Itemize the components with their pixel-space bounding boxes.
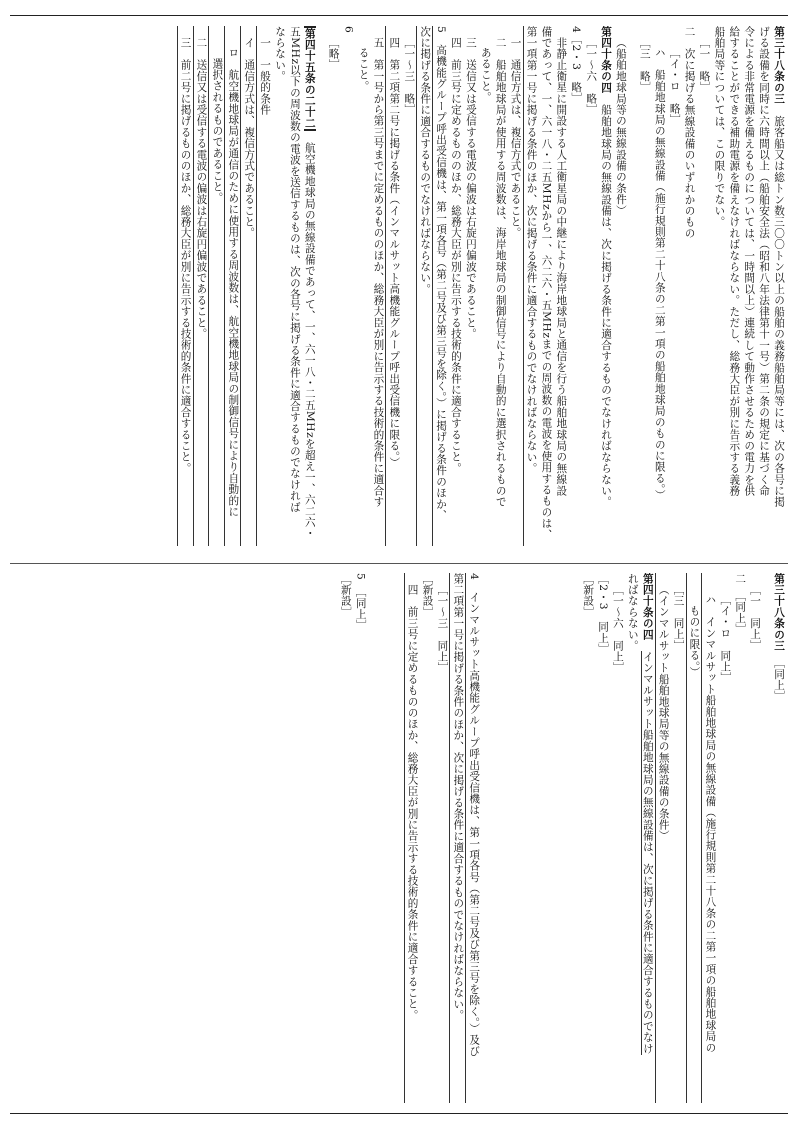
item-2-ha: ハ 船舶地球局の無線設備（施行規則第二十八条の二第一項の船舶地球局のものに限る。） bbox=[653, 47, 666, 502]
new-provision: ［新設］ bbox=[339, 573, 352, 618]
article-38-3-heading: 第三十八条の三 bbox=[773, 573, 785, 652]
paragraph-2-3: ［2・3 略］ bbox=[570, 33, 583, 105]
article-38-3-line: 船舶局等については、この限りでない。 bbox=[713, 26, 726, 228]
section-divider bbox=[10, 563, 788, 564]
item-2: 二 ［同上］ bbox=[734, 573, 747, 635]
paragraph-4-item-4: 四 前三号に定めるもののほか、総務大臣が別に告示する技術的条件に適合すること。 bbox=[404, 573, 420, 1103]
item-2-ha: ハ インマルサット船舶地球局の無線設備（施行規則第二十八条の二第一項の船舶地球局の bbox=[701, 573, 717, 1103]
paragraph-4-number: 4 bbox=[468, 573, 481, 581]
item-1: ［一 略］ bbox=[698, 36, 711, 93]
paragraph-4-line: 非静止衛星に開設する人工衛星局の中継により海岸地球局と通信を行う船舶地球局の無線設 bbox=[555, 36, 568, 496]
article-40-4-caption: （インマルサット船舶地球局等の無線設備の条件） bbox=[655, 573, 671, 1103]
article-40-4-line: 船舶地球局の無線設備は、次に掲げる条件に適合するものでなければならない。 bbox=[600, 104, 613, 508]
items-1-6: ［一～六 同上］ bbox=[611, 583, 624, 674]
article-40-4-heading: 第四十条の四 bbox=[600, 26, 613, 94]
article-45-22-item-3: 三 前二号に掲げるもののほか、総務大臣が別に告示する技術的条件に適合すること。 bbox=[177, 26, 193, 546]
paragraph-6-line: ［略］ bbox=[327, 36, 340, 71]
article-45-22-item-1: 一 一般的条件 bbox=[256, 26, 272, 546]
article-38-3-line: 給することができる補助電源を備えなければならない。ただし、総務大臣が別に告示する義務 bbox=[728, 26, 741, 497]
paragraph-4-item-2: 二 船舶地球局が使用する周波数は、海岸地球局の制御信号により自動的に選択されるもので bbox=[494, 36, 507, 507]
article-45-22-line: 五MHz以下の周波数の電波を送信するものは、次の各号に掲げる条件に適合するものでなければ bbox=[288, 26, 301, 513]
item-1: ［一 同上］ bbox=[749, 583, 762, 651]
article-45-22-heading: 第四十五条の二十二 bbox=[303, 28, 316, 129]
paragraph-4-line: インマルサット高機能グループ呼出受信機は、第一項各号（第二号及び第三号を除く。）及び bbox=[468, 591, 481, 1057]
amended-text-panel bbox=[12, 26, 786, 546]
article-45-22-line: ならない。 bbox=[274, 26, 286, 82]
article-40-4-caption: （船舶地球局等の無線設備の条件） bbox=[614, 36, 627, 216]
article-38-3-line: げる設備を同時に六時間以上（船舶安全法（昭和八年法律第十一号）第二条の規定に基づく命 bbox=[758, 26, 771, 497]
paragraph-4-item-3: 三 送信又は受信する電波の偏波は右旋円偏波であること。 bbox=[464, 36, 477, 339]
item-3: ［三 略］ bbox=[638, 36, 651, 93]
article-38-3-line: 旅客船又は総トン数三〇〇トン以上の船舶の義務船舶局等には、次の各号に掲 bbox=[773, 115, 785, 508]
article-38-3-line: ［同上］ bbox=[773, 662, 785, 703]
paragraph-4-number: 4 bbox=[570, 26, 583, 34]
article-45-22-item-2: 二 送信又は受信する電波の偏波は右旋円偏波であること。 bbox=[193, 26, 209, 546]
items-1-6: ［一～六 略］ bbox=[585, 36, 598, 115]
paragraph-4-line: 第一項第一号に掲げる条件のほか、次に掲げる条件に適合するものでなければならない。 bbox=[523, 26, 539, 546]
paragraph-5-line: 次に掲げる条件に適合するものでなければならない。 bbox=[416, 26, 432, 546]
paragraph-4-item-4: 四 前三号に定めるもののほか、総務大臣が別に告示する技術的条件に適合すること。 bbox=[449, 36, 462, 474]
article-45-22-item-1-i: イ 通信方式は、複信方式であること。 bbox=[240, 26, 256, 546]
new-provision: ［新設］ bbox=[421, 573, 434, 618]
paragraph-5-number: 5 bbox=[435, 26, 448, 34]
item-2-i-ro: ［イ・ロ 略］ bbox=[668, 47, 681, 126]
new-provision: ［新設］ bbox=[582, 573, 595, 618]
article-45-22-item-1-ro: 選択されるものであること。 bbox=[208, 26, 224, 546]
paragraph-4-line: 備であって、一、六一八・二五MHzから一、六二六・五MHzまでの周波数の電波を使用するものは、 bbox=[540, 26, 553, 541]
article-40-4-line: インマルサット船舶地球局の無線設備は、次に掲げる条件に適合するものでなけ bbox=[641, 651, 654, 1055]
paragraph-5-number: 5 bbox=[354, 573, 367, 581]
article-40-4-line: ればならない。 bbox=[626, 573, 639, 652]
paragraph-5-line: ［同上］ bbox=[354, 591, 367, 632]
paragraph-5-items-1-3: ［一～三 略］ bbox=[403, 36, 416, 115]
paragraph-4-line: 第二項第一号に掲げる条件のほか、次に掲げる条件に適合するものでなければならない。 bbox=[449, 573, 465, 1103]
paragraph-5-item-5: ること。 bbox=[357, 47, 370, 92]
article-40-4-heading: 第四十条の四 bbox=[641, 573, 654, 641]
article-45-22-line: 航空機地球局の無線設備であって、一、六一八・二五MHzを超え一、六二六・ bbox=[303, 142, 316, 540]
article-38-3-heading: 第三十八条の三 bbox=[773, 26, 785, 105]
paragraph-5-item-4: 四 第二項第二号に掲げる条件（インマルサット高機能グループ呼出受信機に限る。） bbox=[385, 26, 401, 546]
item-2-i-ro: ［イ・ロ 同上］ bbox=[719, 594, 732, 684]
article-45-22-item-1-ro: ロ 航空機地球局が通信のために使用する周波数は、航空機地球局の制御信号により自動的に bbox=[224, 26, 240, 546]
paragraph-2-3: ［2・3 同上］ bbox=[597, 573, 610, 655]
paragraph-4-item-2: あること。 bbox=[479, 47, 492, 104]
paragraph-5-item-5: 五 第一号から第三号までに定めるもののほか、総務大臣が別に告示する技術的条件に適合す bbox=[372, 36, 385, 507]
item-3: ［三 同上］ bbox=[672, 583, 685, 651]
paragraph-6-number: 6 bbox=[342, 26, 355, 34]
paragraph-4-item-1: 一 通信方式は、複信方式であること。 bbox=[509, 36, 522, 239]
previous-text-panel bbox=[12, 573, 786, 1103]
item-2: 二 次に掲げる無線設備のいずれかのもの bbox=[683, 26, 696, 239]
item-2-ha: ものに限る。） bbox=[686, 573, 702, 1103]
paragraph-5-line: 高機能グループ呼出受信機は、第一項各号（第二号及び第三号を除く。）に掲げる条件のほか、 bbox=[435, 44, 448, 521]
paragraph-4-items-1-3: ［一～三 同上］ bbox=[436, 583, 449, 674]
article-38-3-line: 令による非常電源を備えるものについては、一時間以上）連続して動作させるための電力を供 bbox=[743, 26, 756, 497]
